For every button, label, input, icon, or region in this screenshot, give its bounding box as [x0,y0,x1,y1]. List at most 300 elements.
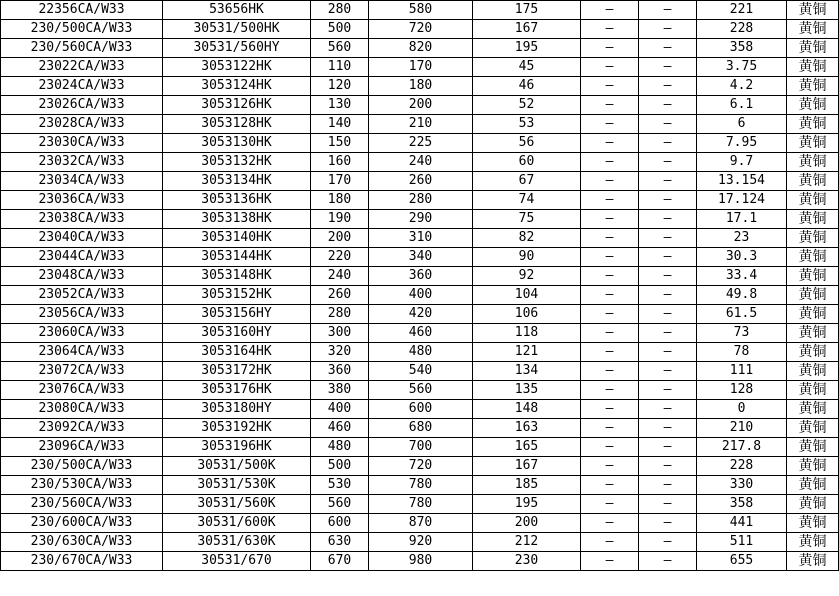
weight-cell: 17.1 [697,210,787,229]
dash-cell-b: — [639,58,697,77]
material-cell: 黄铜 [787,514,839,533]
table-row [1,191,839,210]
outer-diameter-cell: 200 [369,96,473,115]
sleeve-model-cell: 30531/560HY [163,39,311,58]
weight-cell: 358 [697,39,787,58]
material-cell: 黄铜 [787,457,839,476]
bearing-model-cell: 23028CA/W33 [1,115,163,134]
bore-d-cell: 480 [311,438,369,457]
bore-d-cell: 260 [311,286,369,305]
table-row [1,495,839,514]
table-row [1,305,839,324]
dash-cell-b: — [639,210,697,229]
outer-diameter-cell: 540 [369,362,473,381]
table-row [1,20,839,39]
dash-cell-b: — [639,552,697,571]
weight-cell: 6.1 [697,96,787,115]
dash-cell-a: — [581,191,639,210]
dash-cell-a: — [581,324,639,343]
dash-cell-a: — [581,400,639,419]
dash-cell-b: — [639,381,697,400]
material-cell: 黄铜 [787,58,839,77]
bore-d-cell: 190 [311,210,369,229]
dash-cell-b: — [639,115,697,134]
outer-diameter-cell: 560 [369,381,473,400]
table-row [1,457,839,476]
bore-d-cell: 560 [311,39,369,58]
weight-cell: 330 [697,476,787,495]
material-cell: 黄铜 [787,267,839,286]
weight-cell: 49.8 [697,286,787,305]
table-row [1,153,839,172]
width-cell: 67 [473,172,581,191]
sleeve-model-cell: 3053164HK [163,343,311,362]
dash-cell-b: — [639,324,697,343]
material-cell: 黄铜 [787,210,839,229]
bore-d-cell: 560 [311,495,369,514]
material-cell: 黄铜 [787,20,839,39]
width-cell: 90 [473,248,581,267]
bearing-model-cell: 230/630CA/W33 [1,533,163,552]
width-cell: 118 [473,324,581,343]
bearing-model-cell: 23026CA/W33 [1,96,163,115]
weight-cell: 78 [697,343,787,362]
bore-d-cell: 530 [311,476,369,495]
dash-cell-a: — [581,514,639,533]
bore-d-cell: 500 [311,457,369,476]
bore-d-cell: 600 [311,514,369,533]
outer-diameter-cell: 240 [369,153,473,172]
dash-cell-b: — [639,134,697,153]
weight-cell: 111 [697,362,787,381]
weight-cell: 30.3 [697,248,787,267]
table-row [1,172,839,191]
bore-d-cell: 200 [311,229,369,248]
material-cell: 黄铜 [787,495,839,514]
dash-cell-a: — [581,476,639,495]
material-cell: 黄铜 [787,1,839,20]
width-cell: 175 [473,1,581,20]
weight-cell: 358 [697,495,787,514]
table-row [1,267,839,286]
weight-cell: 17.124 [697,191,787,210]
weight-cell: 23 [697,229,787,248]
material-cell: 黄铜 [787,305,839,324]
dash-cell-b: — [639,419,697,438]
dash-cell-b: — [639,476,697,495]
bore-d-cell: 180 [311,191,369,210]
material-cell: 黄铜 [787,134,839,153]
bore-d-cell: 400 [311,400,369,419]
outer-diameter-cell: 225 [369,134,473,153]
material-cell: 黄铜 [787,229,839,248]
material-cell: 黄铜 [787,419,839,438]
dash-cell-b: — [639,495,697,514]
dash-cell-a: — [581,343,639,362]
width-cell: 46 [473,77,581,96]
outer-diameter-cell: 580 [369,1,473,20]
width-cell: 212 [473,533,581,552]
bore-d-cell: 130 [311,96,369,115]
dash-cell-b: — [639,514,697,533]
outer-diameter-cell: 600 [369,400,473,419]
weight-cell: 13.154 [697,172,787,191]
weight-cell: 511 [697,533,787,552]
weight-cell: 128 [697,381,787,400]
dash-cell-a: — [581,457,639,476]
width-cell: 75 [473,210,581,229]
bore-d-cell: 170 [311,172,369,191]
dash-cell-a: — [581,533,639,552]
weight-cell: 9.7 [697,153,787,172]
sleeve-model-cell: 30531/600K [163,514,311,533]
outer-diameter-cell: 780 [369,476,473,495]
weight-cell: 73 [697,324,787,343]
width-cell: 60 [473,153,581,172]
table-row [1,514,839,533]
width-cell: 163 [473,419,581,438]
table-row [1,210,839,229]
weight-cell: 655 [697,552,787,571]
sleeve-model-cell: 30531/560K [163,495,311,514]
dash-cell-a: — [581,115,639,134]
bearing-model-cell: 22356CA/W33 [1,1,163,20]
material-cell: 黄铜 [787,77,839,96]
bore-d-cell: 380 [311,381,369,400]
weight-cell: 4.2 [697,77,787,96]
weight-cell: 441 [697,514,787,533]
weight-cell: 228 [697,20,787,39]
dash-cell-b: — [639,172,697,191]
bearing-model-cell: 23080CA/W33 [1,400,163,419]
dash-cell-a: — [581,495,639,514]
bearing-model-cell: 23030CA/W33 [1,134,163,153]
dash-cell-b: — [639,400,697,419]
dash-cell-b: — [639,286,697,305]
outer-diameter-cell: 180 [369,77,473,96]
outer-diameter-cell: 210 [369,115,473,134]
width-cell: 53 [473,115,581,134]
dash-cell-a: — [581,267,639,286]
table-row [1,58,839,77]
outer-diameter-cell: 980 [369,552,473,571]
bearing-model-cell: 230/670CA/W33 [1,552,163,571]
material-cell: 黄铜 [787,438,839,457]
bore-d-cell: 280 [311,305,369,324]
dash-cell-a: — [581,153,639,172]
sleeve-model-cell: 3053134HK [163,172,311,191]
table-row [1,134,839,153]
outer-diameter-cell: 820 [369,39,473,58]
width-cell: 134 [473,362,581,381]
bore-d-cell: 300 [311,324,369,343]
bore-d-cell: 120 [311,77,369,96]
width-cell: 92 [473,267,581,286]
outer-diameter-cell: 170 [369,58,473,77]
material-cell: 黄铜 [787,476,839,495]
dash-cell-b: — [639,343,697,362]
outer-diameter-cell: 310 [369,229,473,248]
sleeve-model-cell: 3053160HY [163,324,311,343]
dash-cell-b: — [639,20,697,39]
bearing-model-cell: 23076CA/W33 [1,381,163,400]
width-cell: 74 [473,191,581,210]
material-cell: 黄铜 [787,96,839,115]
outer-diameter-cell: 920 [369,533,473,552]
width-cell: 195 [473,39,581,58]
outer-diameter-cell: 700 [369,438,473,457]
width-cell: 167 [473,20,581,39]
bearing-model-cell: 23060CA/W33 [1,324,163,343]
table-row [1,77,839,96]
bearing-model-cell: 23024CA/W33 [1,77,163,96]
bore-d-cell: 500 [311,20,369,39]
width-cell: 121 [473,343,581,362]
weight-cell: 6 [697,115,787,134]
dash-cell-b: — [639,438,697,457]
bore-d-cell: 140 [311,115,369,134]
dash-cell-b: — [639,305,697,324]
sleeve-model-cell: 3053144HK [163,248,311,267]
material-cell: 黄铜 [787,39,839,58]
outer-diameter-cell: 360 [369,267,473,286]
dash-cell-a: — [581,58,639,77]
outer-diameter-cell: 720 [369,20,473,39]
sleeve-model-cell: 30531/670 [163,552,311,571]
bearing-model-cell: 23092CA/W33 [1,419,163,438]
dash-cell-b: — [639,533,697,552]
bearing-model-cell: 23034CA/W33 [1,172,163,191]
bearing-model-cell: 230/600CA/W33 [1,514,163,533]
dash-cell-a: — [581,438,639,457]
width-cell: 45 [473,58,581,77]
dash-cell-b: — [639,248,697,267]
bearing-model-cell: 23044CA/W33 [1,248,163,267]
outer-diameter-cell: 280 [369,191,473,210]
dash-cell-b: — [639,96,697,115]
dash-cell-b: — [639,153,697,172]
sleeve-model-cell: 3053156HY [163,305,311,324]
dash-cell-a: — [581,381,639,400]
width-cell: 230 [473,552,581,571]
bearing-model-cell: 23064CA/W33 [1,343,163,362]
width-cell: 200 [473,514,581,533]
sleeve-model-cell: 3053122HK [163,58,311,77]
sleeve-model-cell: 3053152HK [163,286,311,305]
material-cell: 黄铜 [787,286,839,305]
dash-cell-a: — [581,134,639,153]
material-cell: 黄铜 [787,248,839,267]
sleeve-model-cell: 30531/500K [163,457,311,476]
table-body [1,1,839,571]
table-row [1,248,839,267]
bore-d-cell: 460 [311,419,369,438]
width-cell: 195 [473,495,581,514]
bearing-model-cell: 230/500CA/W33 [1,457,163,476]
material-cell: 黄铜 [787,153,839,172]
outer-diameter-cell: 460 [369,324,473,343]
width-cell: 56 [473,134,581,153]
width-cell: 82 [473,229,581,248]
dash-cell-b: — [639,77,697,96]
weight-cell: 3.75 [697,58,787,77]
sleeve-model-cell: 3053172HK [163,362,311,381]
width-cell: 185 [473,476,581,495]
table-row [1,381,839,400]
bearing-model-cell: 23022CA/W33 [1,58,163,77]
weight-cell: 228 [697,457,787,476]
material-cell: 黄铜 [787,381,839,400]
sleeve-model-cell: 30531/530K [163,476,311,495]
sleeve-model-cell: 3053130HK [163,134,311,153]
sleeve-model-cell: 3053132HK [163,153,311,172]
width-cell: 135 [473,381,581,400]
width-cell: 106 [473,305,581,324]
dash-cell-b: — [639,229,697,248]
outer-diameter-cell: 260 [369,172,473,191]
bearing-model-cell: 23096CA/W33 [1,438,163,457]
sleeve-model-cell: 30531/500HK [163,20,311,39]
dash-cell-a: — [581,305,639,324]
weight-cell: 210 [697,419,787,438]
material-cell: 黄铜 [787,362,839,381]
bore-d-cell: 160 [311,153,369,172]
sleeve-model-cell: 3053148HK [163,267,311,286]
bearing-model-cell: 230/530CA/W33 [1,476,163,495]
sleeve-model-cell: 3053192HK [163,419,311,438]
table-row [1,286,839,305]
bearing-model-cell: 23056CA/W33 [1,305,163,324]
outer-diameter-cell: 340 [369,248,473,267]
dash-cell-b: — [639,267,697,286]
material-cell: 黄铜 [787,552,839,571]
sleeve-model-cell: 3053128HK [163,115,311,134]
width-cell: 52 [473,96,581,115]
dash-cell-a: — [581,77,639,96]
weight-cell: 217.8 [697,438,787,457]
outer-diameter-cell: 870 [369,514,473,533]
width-cell: 167 [473,457,581,476]
dash-cell-a: — [581,552,639,571]
table-row [1,419,839,438]
material-cell: 黄铜 [787,324,839,343]
bearing-model-cell: 23032CA/W33 [1,153,163,172]
table-row [1,552,839,571]
table-row [1,438,839,457]
table-row [1,39,839,58]
bearing-model-cell: 23040CA/W33 [1,229,163,248]
weight-cell: 33.4 [697,267,787,286]
bearing-model-cell: 23072CA/W33 [1,362,163,381]
table-row [1,476,839,495]
dash-cell-a: — [581,286,639,305]
dash-cell-b: — [639,191,697,210]
bearing-model-cell: 230/560CA/W33 [1,39,163,58]
dash-cell-b: — [639,39,697,58]
sleeve-model-cell: 3053140HK [163,229,311,248]
weight-cell: 221 [697,1,787,20]
dash-cell-a: — [581,1,639,20]
bore-d-cell: 220 [311,248,369,267]
bore-d-cell: 320 [311,343,369,362]
weight-cell: 0 [697,400,787,419]
weight-cell: 7.95 [697,134,787,153]
sleeve-model-cell: 30531/630K [163,533,311,552]
material-cell: 黄铜 [787,172,839,191]
outer-diameter-cell: 400 [369,286,473,305]
material-cell: 黄铜 [787,533,839,552]
table-row [1,400,839,419]
bearing-model-cell: 23038CA/W33 [1,210,163,229]
bearing-model-cell: 230/500CA/W33 [1,20,163,39]
table-row [1,324,839,343]
sleeve-model-cell: 3053126HK [163,96,311,115]
bore-d-cell: 110 [311,58,369,77]
dash-cell-a: — [581,362,639,381]
dash-cell-a: — [581,248,639,267]
dash-cell-a: — [581,229,639,248]
bore-d-cell: 280 [311,1,369,20]
sleeve-model-cell: 3053176HK [163,381,311,400]
dash-cell-a: — [581,172,639,191]
outer-diameter-cell: 480 [369,343,473,362]
table-row [1,1,839,20]
dash-cell-a: — [581,419,639,438]
weight-cell: 61.5 [697,305,787,324]
bearing-model-cell: 23036CA/W33 [1,191,163,210]
bore-d-cell: 360 [311,362,369,381]
dash-cell-b: — [639,457,697,476]
sleeve-model-cell: 3053124HK [163,77,311,96]
width-cell: 104 [473,286,581,305]
table-row [1,229,839,248]
table-row [1,115,839,134]
dash-cell-a: — [581,210,639,229]
bore-d-cell: 630 [311,533,369,552]
material-cell: 黄铜 [787,115,839,134]
dash-cell-b: — [639,1,697,20]
sleeve-model-cell: 53656HK [163,1,311,20]
bore-d-cell: 240 [311,267,369,286]
width-cell: 148 [473,400,581,419]
bearing-model-cell: 230/560CA/W33 [1,495,163,514]
bearing-model-cell: 23048CA/W33 [1,267,163,286]
dash-cell-a: — [581,96,639,115]
sleeve-model-cell: 3053136HK [163,191,311,210]
width-cell: 165 [473,438,581,457]
dash-cell-a: — [581,20,639,39]
material-cell: 黄铜 [787,343,839,362]
table-row [1,533,839,552]
bore-d-cell: 150 [311,134,369,153]
bore-d-cell: 670 [311,552,369,571]
outer-diameter-cell: 420 [369,305,473,324]
bearing-model-cell: 23052CA/W33 [1,286,163,305]
material-cell: 黄铜 [787,400,839,419]
outer-diameter-cell: 680 [369,419,473,438]
table-row [1,96,839,115]
outer-diameter-cell: 720 [369,457,473,476]
dash-cell-a: — [581,39,639,58]
material-cell: 黄铜 [787,191,839,210]
table-row [1,343,839,362]
table-row [1,362,839,381]
dash-cell-b: — [639,362,697,381]
outer-diameter-cell: 290 [369,210,473,229]
sleeve-model-cell: 3053180HY [163,400,311,419]
sleeve-model-cell: 3053138HK [163,210,311,229]
outer-diameter-cell: 780 [369,495,473,514]
